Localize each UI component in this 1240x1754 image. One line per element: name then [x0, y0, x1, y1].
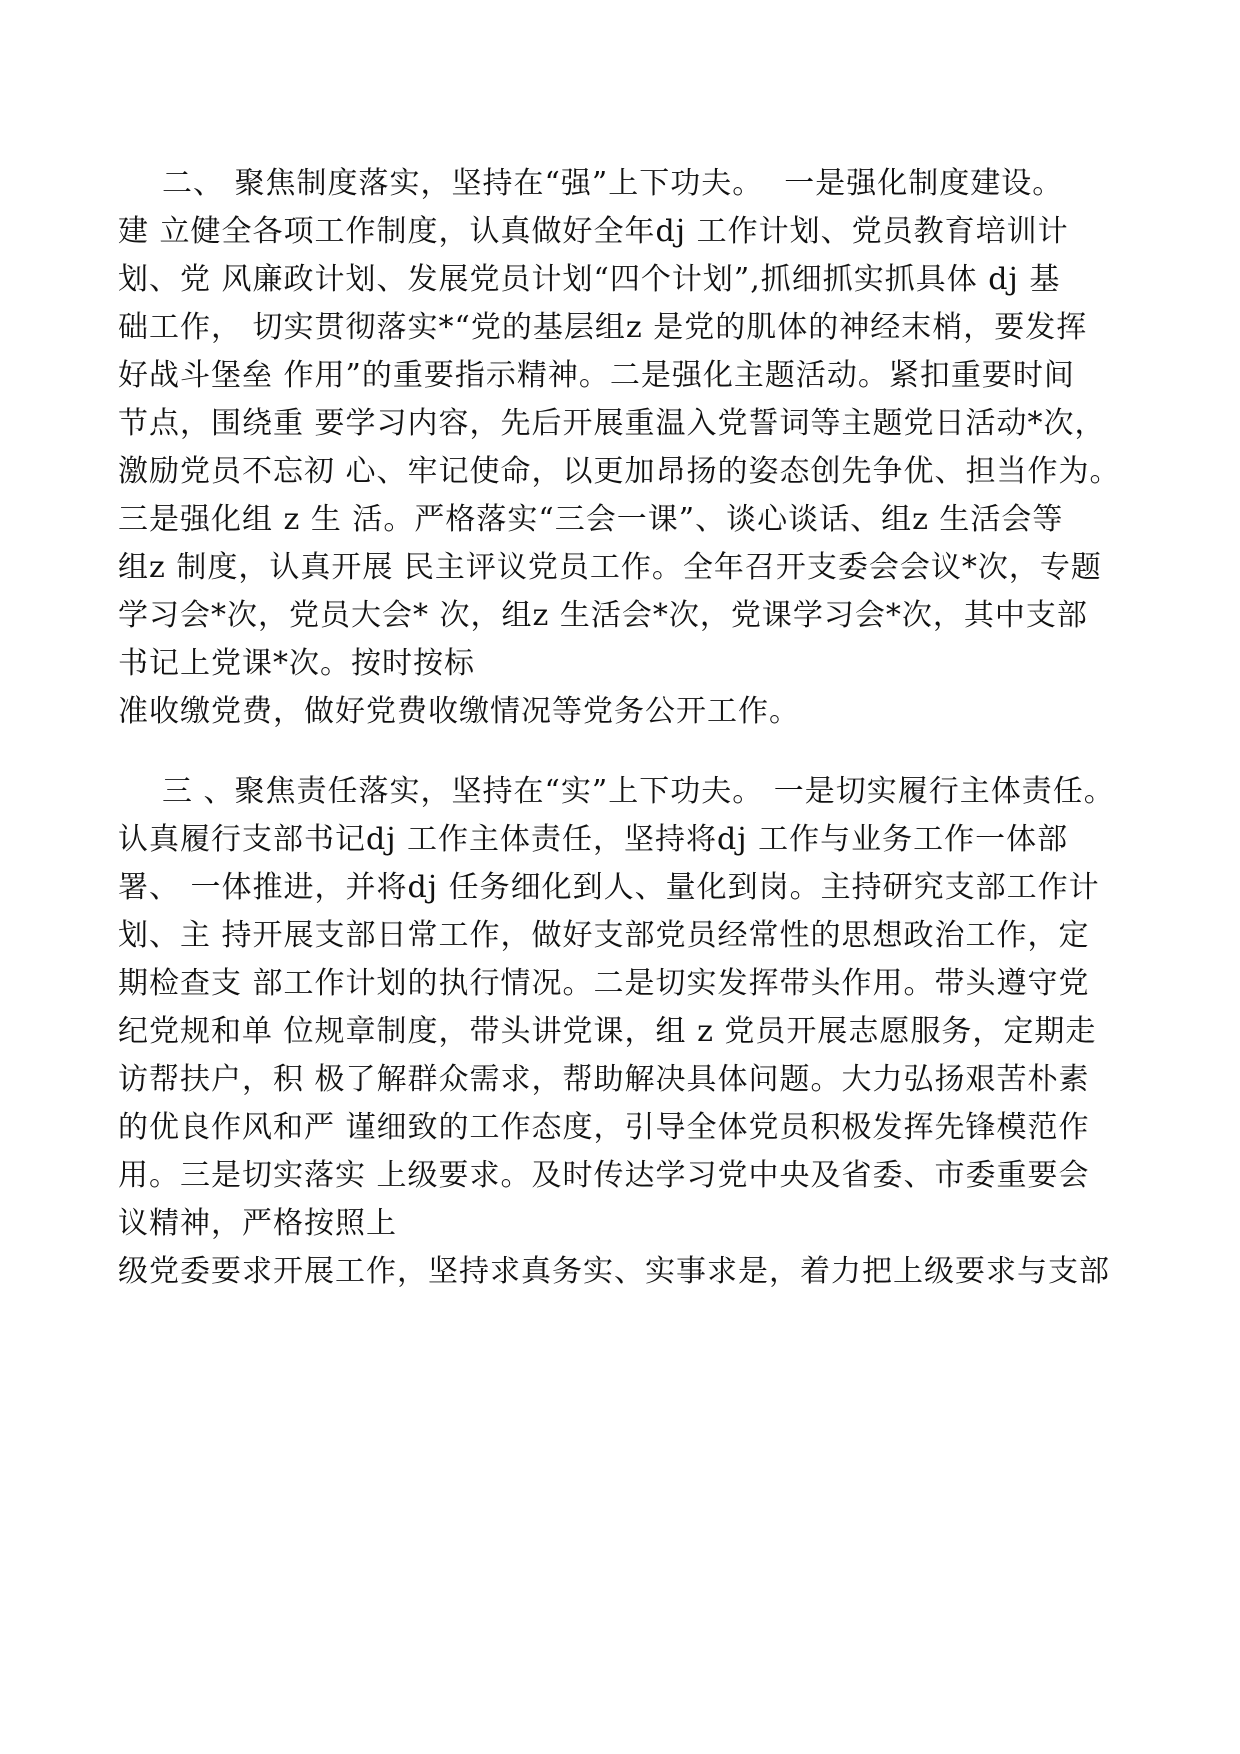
text-line: 级党委要求开展工作，坚持求真务实、实事求是，着力把上级要求与支部 [118, 1254, 1110, 1289]
text-line: 好战斗堡垒 作用”的重要指示精神。二是强化主题活动。紧扣重要时间 [118, 358, 1075, 393]
text-line: 节点，围绕重 要学习内容，先后开展重温入党誓词等主题党日活动*次， [118, 406, 1106, 441]
text-line: 激励党员不忘初 心、牢记使命，以更加昂扬的姿态创先争优、担当作为。 [118, 454, 1121, 489]
text-line: 准收缴党费，做好党费收缴情况等党务公开工作。 [118, 694, 800, 729]
section3-heading-line: 三 、聚焦责任落实，坚持在“实”上下功夫。 一是切实履行主体责任。 [162, 774, 1115, 809]
text-line: 认真履行支部书记dj 工作主体责任，坚持将dj 工作与业务工作一体部 [118, 822, 1069, 857]
text-line: 划、主 持开展支部日常工作，做好支部党员经常性的思想政治工作，定 [118, 918, 1090, 953]
text-line: 纪党规和单 位规章制度，带头讲党课，组 z 党员开展志愿服务，定期走 [118, 1014, 1097, 1049]
text-line: 三是强化组 z 生 活。严格落实“三会一课”、谈心谈话、组z 生活会等 [118, 502, 1064, 537]
text-line: 署、 一体推进，并将dj 任务细化到人、量化到岗。主持研究支部工作计 [118, 870, 1100, 905]
text-line: 学习会*次，党员大会* 次，组z 生活会*次，党课学习会*次，其中支部 [118, 598, 1088, 633]
section2-heading-line: 二、 聚焦制度落实，坚持在“强”上下功夫。 一是强化制度建设。 [162, 166, 1064, 201]
text-line: 划、党 风廉政计划、发展党员计划“四个计划”,抓细抓实抓具体 dj 基 [118, 262, 1061, 297]
text-line: 的优良作风和严 谨细致的工作态度，引导全体党员积极发挥先锋模范作 [118, 1110, 1090, 1145]
text-line: 书记上党课*次。按时按标 [118, 646, 475, 681]
text-line: 础工作， 切实贯彻落实*“党的基层组z 是党的肌体的神经末梢，要发挥 [118, 310, 1088, 345]
text-line: 用。三是切实落实 上级要求。及时传达学习党中央及省委、市委重要会 [118, 1158, 1090, 1193]
text-line: 期检查支 部工作计划的执行情况。二是切实发挥带头作用。带头遵守党 [118, 966, 1090, 1001]
text-line: 组z 制度，认真开展 民主评议党员工作。全年召开支委会会议*次，专题 [118, 550, 1102, 585]
text-line: 议精神，严格按照上 [118, 1206, 397, 1241]
text-line: 建 立健全各项工作制度，认真做好全年dj 工作计划、党员教育培训计 [118, 214, 1069, 249]
text-line: 访帮扶户，积 极了解群众需求，帮助解决具体问题。大力弘扬艰苦朴素 [118, 1062, 1090, 1097]
